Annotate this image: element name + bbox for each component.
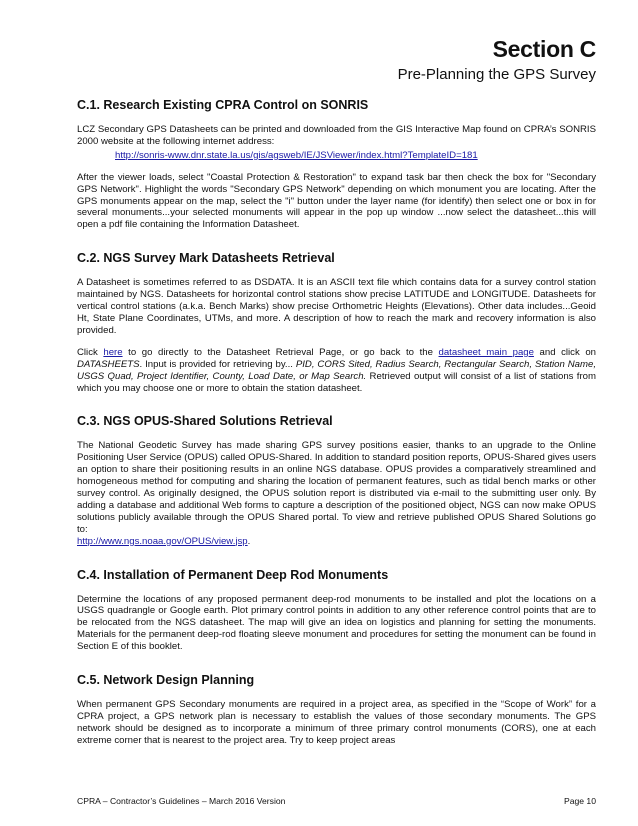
c2-datasheets-em: DATASHEETS [77, 358, 140, 370]
c1-paragraph-2: After the viewer loads, select "Coastal Protection & Restoration" to expand task bar then check the box for "Secondary GPS Network". Highlight the words "Secondary GPS Network" depending on which monument you are locating. After the GPS monuments appear on the map, select the "i" button under the layer name (for identify) then select one or box in for several monuments...your selected monuments will appear in the pop up window ...now select the datasheet...this will open a pdf file containing the Information Datasheet. [77, 171, 596, 231]
c1-heading: C.1. Research Existing CPRA Control on SONRIS [77, 98, 369, 112]
sonris-map-link[interactable]: http://sonris-www.dnr.state.la.us/gis/agsweb/IE/JSViewer/index.html?TemplateID=181 [115, 149, 478, 161]
c3-url-suffix: . [247, 535, 251, 547]
section-c4 [77, 568, 596, 654]
section-subtitle: Pre-Planning the GPS Survey [397, 66, 596, 83]
datasheet-main-page-link[interactable]: datasheet main page [438, 346, 534, 358]
section-c5 [77, 673, 596, 747]
c2-paragraph-1: A Datasheet is sometimes referred to as DSDATA. It is an ASCII text file which contains data for a survey control station maintained by NGS. Datasheets for horizontal control stations show precise LATITUDE and LONGITUDE. Datasheets for vertical control stations (a.k.a. Bench Marks) show precise Orthometric Heights (Elevations). Other data includes...Geoid Ht, State Plane Coordinates, UTMs, and more. A description of how to reach the mark and recovery information is also provided. [77, 277, 596, 336]
c3-heading: C.3. NGS OPUS-Shared Solutions Retrieval [77, 414, 333, 429]
c2-text-e: Retrieved output will consist of a list of stations from which you may choose one or more to obtain the station datasheet. [77, 370, 596, 394]
c3-url-line [77, 536, 596, 548]
c3-paragraph-1: The National Geodetic Survey has made sharing GPS survey positions easier, thanks to an upgrade to the Online Positioning User Service (OPUS) called OPUS-Shared. In addition to standard position reports, OPUS-Shared gives users an option to share their positioning results in an online NGS database. OPUS provides a comparatively streamlined and homogeneous method for computing and sharing the location of permanent features, such as tidal bench marks or other survey control. As originally designed, the OPUS solution report is distributed via e-mail to the submitting user only. By adding a database and additional Web forms to capture a description of the positioned object, NGS can now make OPUS solutions publicly available through the OPUS Shared portal. To view and retrieve published OPUS Shared Solutions go to: [77, 440, 596, 535]
opus-view-link[interactable]: http://www.ngs.noaa.gov/OPUS/view.jsp [77, 535, 248, 547]
c4-paragraph-1: Determine the locations of any proposed permanent deep-rod monuments to be installed and plot the locations on a USGS quadrangle or Google earth. Plot primary control points in addition to any other reference control points that are to be relocated from the NGS datasheet. The map will give an idea on logistics and planning for setting the monuments. Materials for the permanent deep-rod floating sleeve monument and procedures for setting the monument can be found in Section E of this booklet. [77, 593, 596, 653]
section-c2 [77, 251, 596, 394]
footer-doc-title: CPRA – Contractor’s Guidelines – March 2016 Version [77, 796, 286, 806]
c1-url-line [77, 150, 596, 162]
page-footer [77, 796, 596, 806]
section-c3 [77, 414, 596, 547]
c2-text-b: to go directly to the Datasheet Retrieval Page, or go back to the [122, 346, 439, 358]
here-link[interactable]: here [103, 346, 123, 358]
section-c1 [77, 98, 596, 231]
c5-heading: C.5. Network Design Planning [77, 673, 255, 688]
c2-text-d: . Input is provided for retrieving by... [139, 358, 296, 370]
c2-heading: C.2. NGS Survey Mark Datasheets Retrieval [77, 251, 335, 266]
footer-page-number: Page 10 [563, 796, 596, 806]
c2-text-c: and click on [533, 346, 597, 358]
c2-paragraph-2 [77, 347, 596, 395]
c4-heading: C.4. Installation of Permanent Deep Rod Monuments [77, 567, 389, 582]
c2-text-a: Click [77, 346, 104, 358]
c5-paragraph-1: When permanent GPS Secondary monuments are required in a project area, as specified in the “Scope of Work” for a CPRA project, a GPS network plan is necessary to establish the values of those secondary monuments. The GPS network should be designed as to incorporate a minimum of three primary control monuments (CORS), one at each extreme corner that is nearest to the project area. Try to keep project areas [77, 699, 596, 746]
c1-paragraph-1: LCZ Secondary GPS Datasheets can be printed and downloaded from the GIS Interactive Map found on CPRA’s SONRIS 2000 website at the following internet address: [77, 124, 596, 147]
section-title: Section C [492, 36, 596, 62]
c2-retrieval-options-em: PID, CORS Sited, Radius Search, Rectangular Search, Station Name, USGS Quad, Project Identifier, County, Load Date, or Map Search. [77, 358, 597, 382]
document-body [77, 98, 596, 767]
